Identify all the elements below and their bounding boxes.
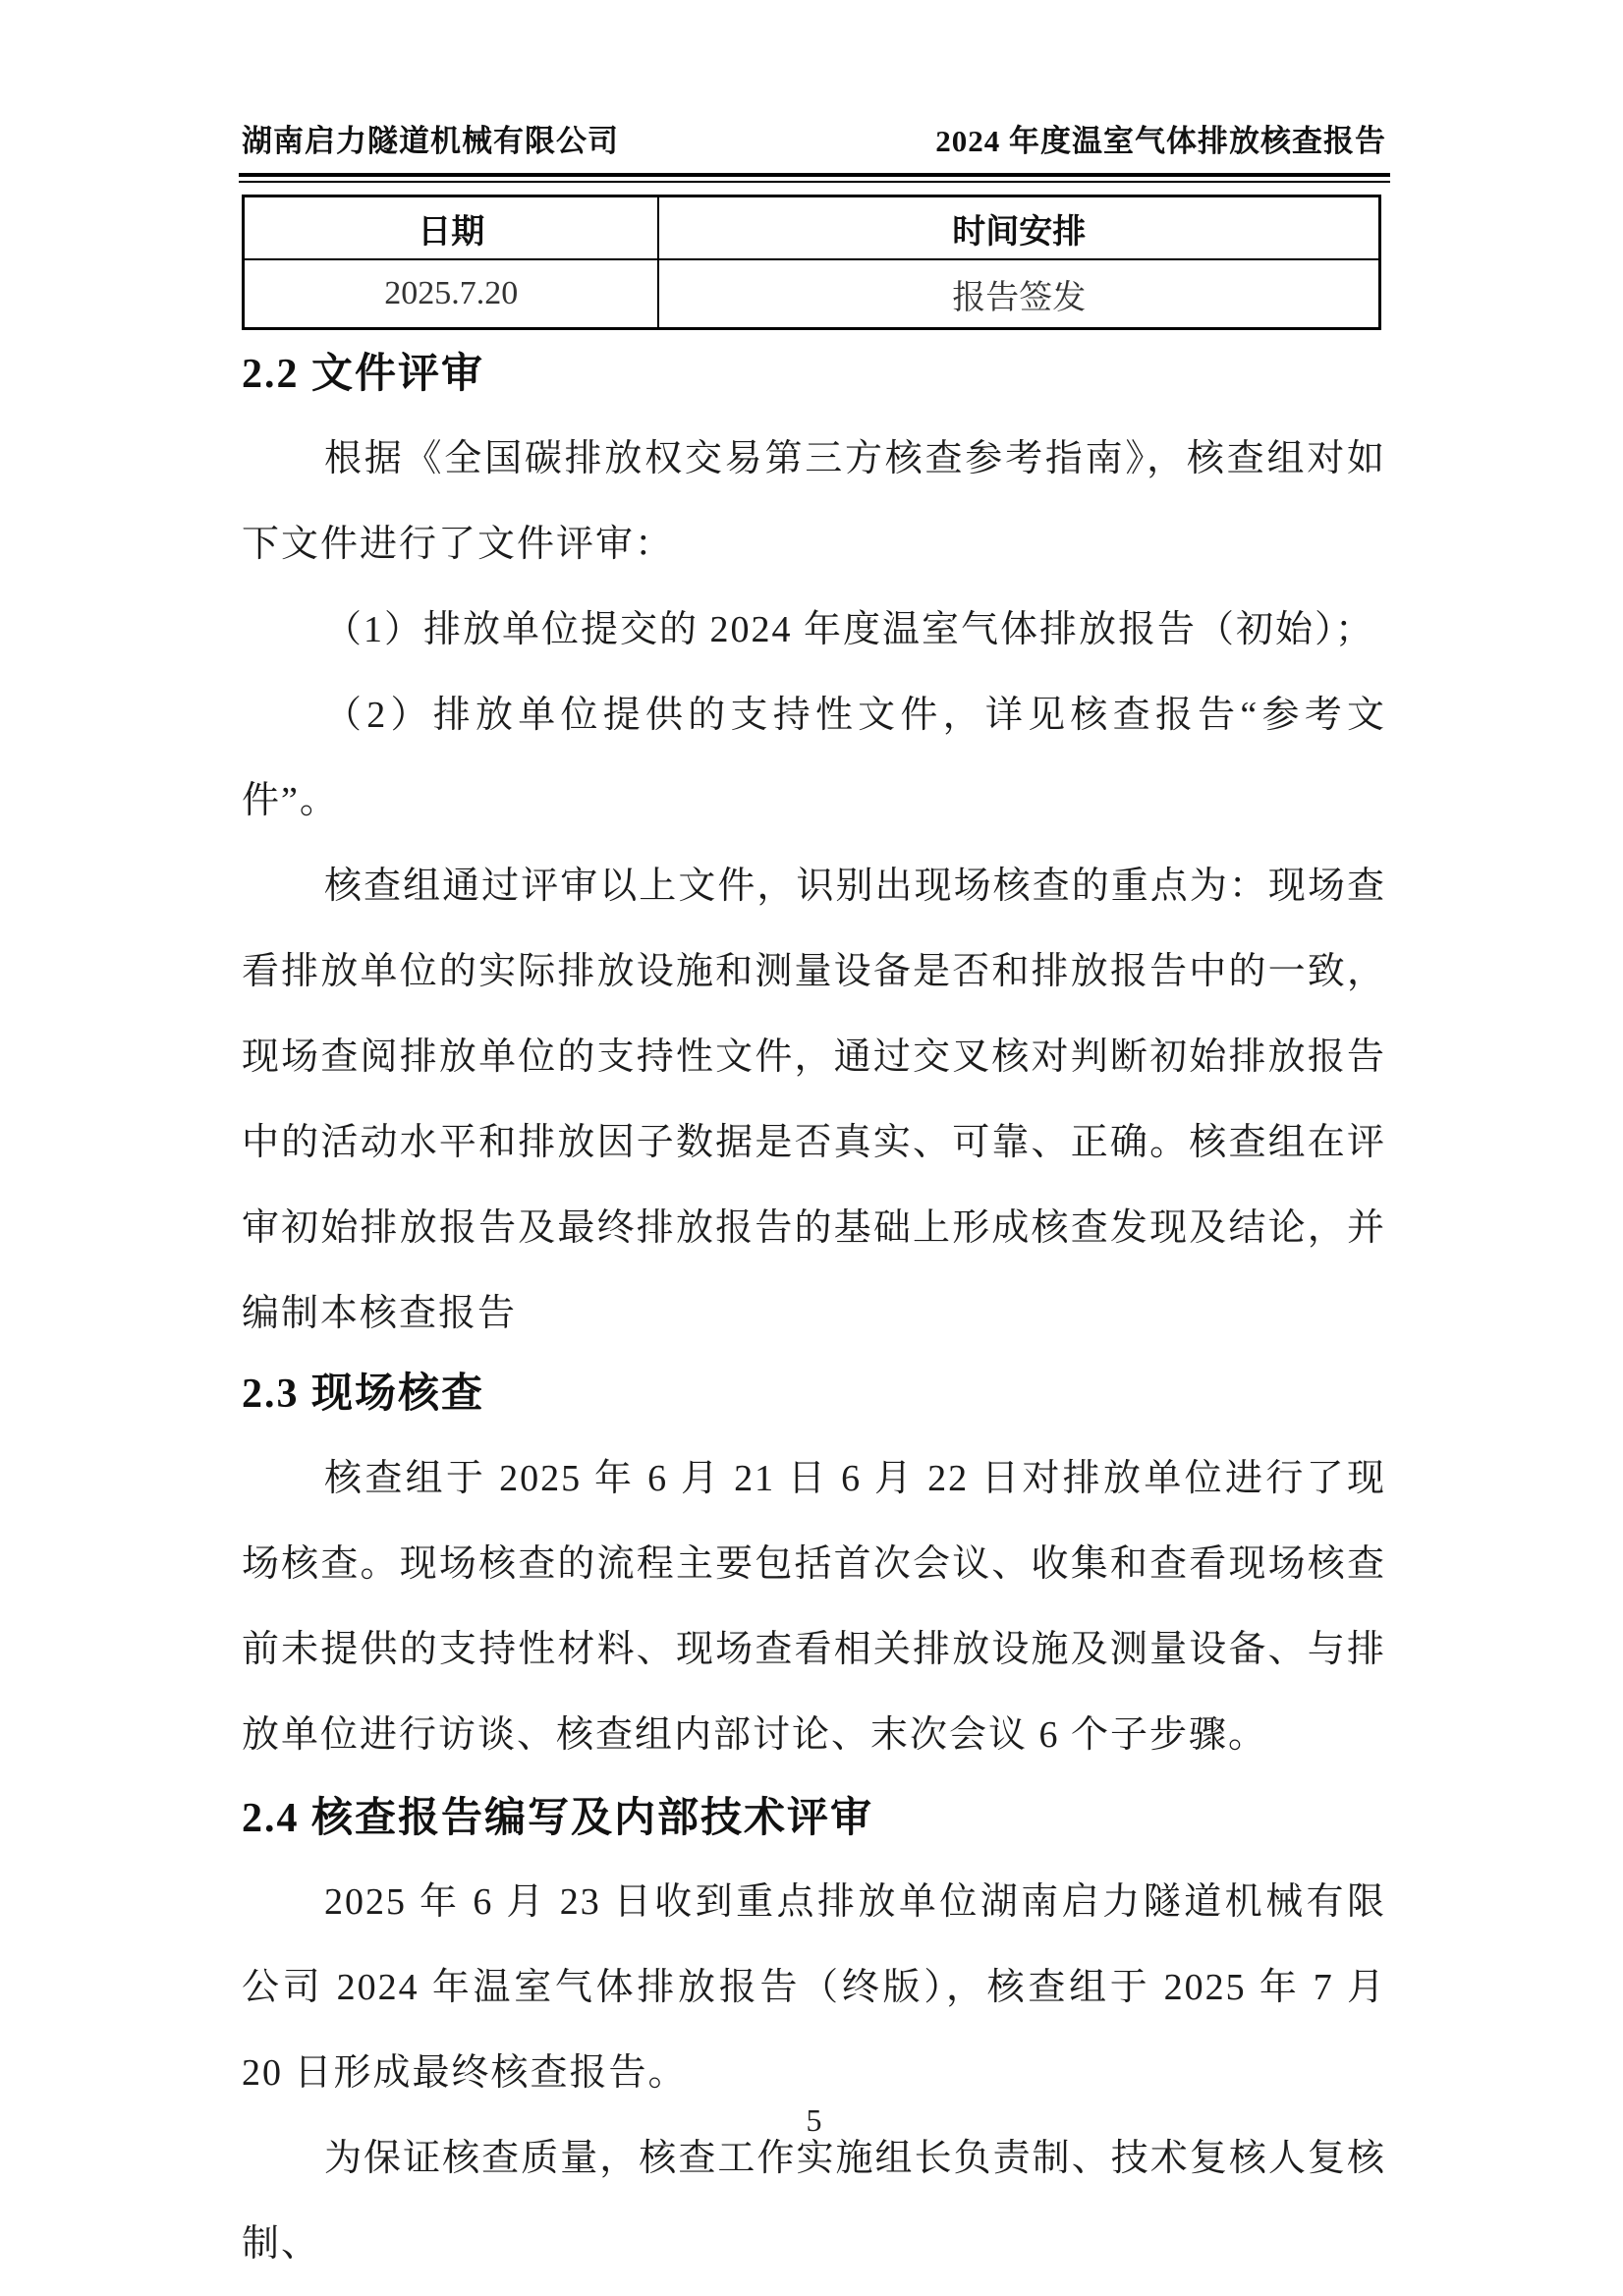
page-footer [242, 2102, 1386, 2138]
paragraph-doc-item-2: （2）排放单位提供的支持性文件，详见核查报告“参考文件”。 [242, 695, 1386, 821]
paragraph-quality-assurance: 为保证核查质量，核查工作实施组长负责制、技术复核人复核制、 [242, 2138, 1386, 2265]
paragraph-doc-review-intro: 根据《全国碳排放权交易第三方核查参考指南》，核查组对如下文件进行了文件评审： [242, 438, 1386, 565]
table-cell-event: 报告签发 [658, 259, 1379, 329]
header-company-title: 湖南启力隧道机械有限公司 [242, 124, 619, 158]
section-heading-2-4: 2.4 核查报告编写及内部技术评审 [242, 1796, 874, 1841]
document-body [242, 329, 1386, 2287]
section-heading-2-2: 2.2 文件评审 [242, 352, 485, 397]
schedule-table [242, 195, 1381, 330]
paragraph-doc-item-1: （1）排放单位提交的 2024 年度温室气体排放报告（初始）； [324, 609, 1375, 650]
table-header-date: 日期 [244, 196, 659, 260]
paragraph-report-writing: 2025 年 6 月 23 日收到重点排放单位湖南启力隧道机械有限公司 2024 年温室气体排放报告（终版），核查组于 2025 年 7 月 20 日形成最终核查报告。 [242, 1881, 1386, 2094]
table-header-time: 时间安排 [658, 196, 1379, 260]
schedule-table-header-row [244, 196, 1380, 260]
section-heading-2-3: 2.3 现场核查 [242, 1372, 485, 1417]
table-cell-date: 2025.7.20 [244, 259, 659, 329]
header-report-title: 2024 年度温室气体排放核查报告 [935, 124, 1386, 158]
table-row [244, 259, 1380, 329]
paragraph-site-visit: 核查组于 2025 年 6 月 21 日 6 月 22 日对排放单位进行了现场核查。现场核查的流程主要包括首次会议、收集和查看现场核查前未提供的支持性材料、现场查看相关排放设施及测量设备、与排放单位进行访谈、核查组内部讨论、末次会议 6 个子步骤。 [242, 1458, 1386, 1756]
page-number: 5 [806, 2102, 822, 2138]
paragraph-doc-review-detail: 核查组通过评审以上文件，识别出现场核查的重点为：现场查看排放单位的实际排放设施和测量设备是否和排放报告中的一致，现场查阅排放单位的支持性文件，通过交叉核对判断初始排放报告中的活动水平和排放因子数据是否真实、可靠、正确。核查组在评审初始排放报告及最终排放报告的基础上形成核查发现及结论，并编制本核查报告 [242, 866, 1386, 1334]
page-header [242, 116, 1386, 160]
header-rule [239, 173, 1390, 183]
